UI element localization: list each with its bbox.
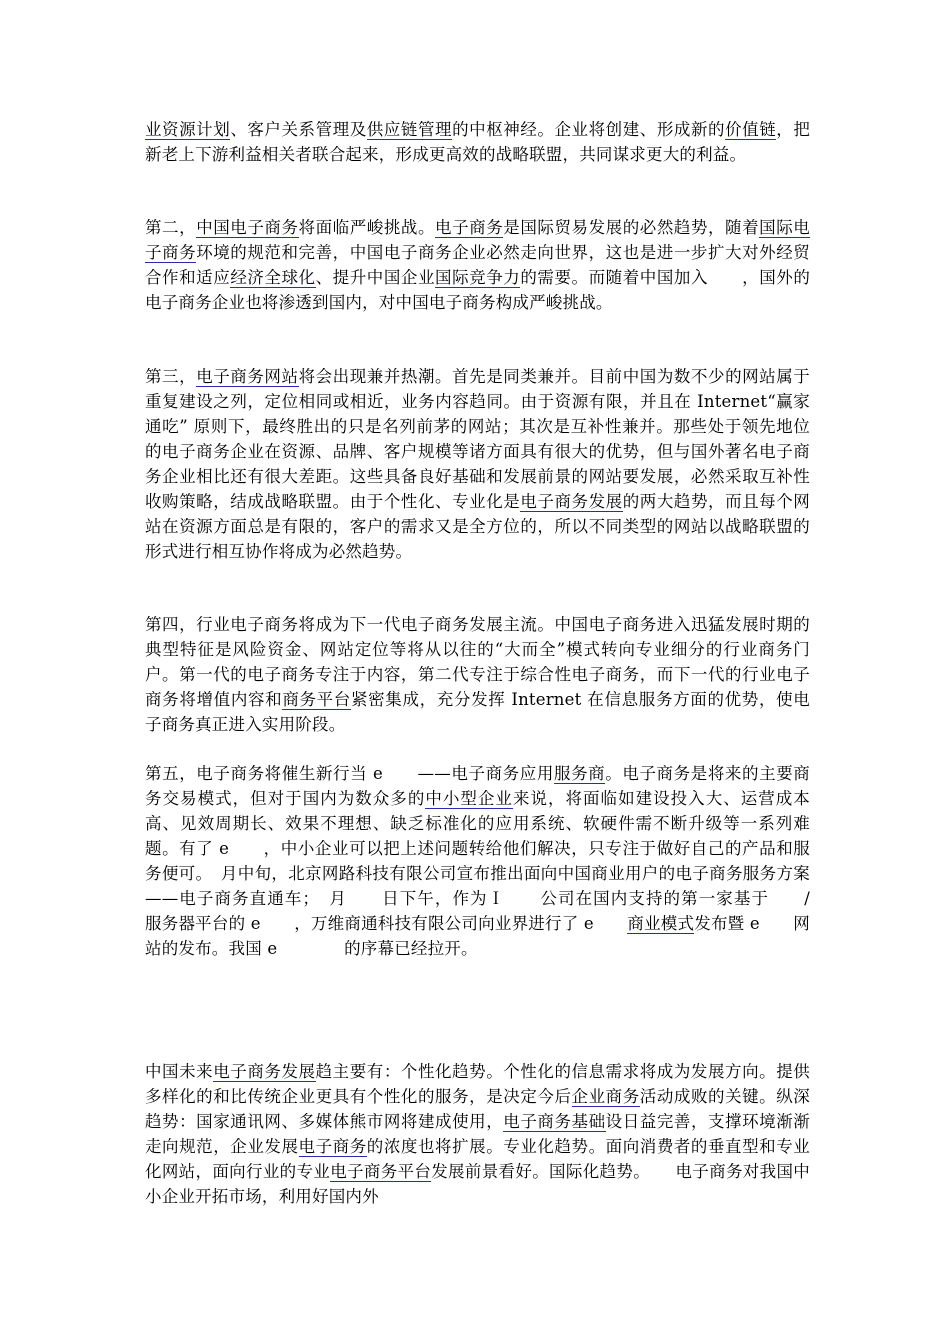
body-text: 趋主要有：个性化趋势。个性化的信息需求将成为发展方向。提供多样化的和比传统企业更具有个性化的服务，是决定今后 <box>145 1062 810 1106</box>
body-text: 。电子商务是将来的主要商务交易模式，但对于国内为数众多的 <box>145 764 810 808</box>
body-text: 第五，电子商务将催生新行当 e ——电子商务应用 <box>145 764 554 783</box>
hyperlink[interactable]: 供应链管理 <box>366 120 453 139</box>
body-text: 发展前景看好。国际化趋势。 电子商务对我国中小企业开拓市场，利用好国内外 <box>145 1162 811 1206</box>
body-text: 中国未来 <box>145 1062 214 1081</box>
hyperlink[interactable]: 服务商 <box>553 764 606 783</box>
body-text: 是国际贸易发展的必然趋势，随着 <box>503 218 760 237</box>
hyperlink[interactable]: 经济全球化 <box>230 268 316 287</box>
hyperlink[interactable]: 价值链 <box>725 120 777 139</box>
body-text: 来说，将面临如建设投入大、运营成本高、见效周期长、效果不理想、缺乏标准化的应用系统、软硬件需不断升级等一系列难题。有了 e ，中小企业可以把上述问题转给他们解决，只专注于做好自己的产品和服务便可。 月中旬，北京网路科技有限公司宣布推出面向中国商业用户的电子商务服务方案——电子商务直通车； 月 日下午，作为Ｉ 公司在国内支持的第一家基于 / 服务器平台的 e ，万维商通科技有限公司向业界进行了 e <box>145 789 861 933</box>
hyperlink[interactable]: 业资源计划 <box>145 120 231 139</box>
hyperlink[interactable]: 国际电子商务 <box>145 218 810 262</box>
hyperlink[interactable]: 电子商务 <box>298 1137 367 1156</box>
body-text: 环境的规范和完善，中国电子商务企业必然走向世界，这也是进一步扩大对外经贸合作和适应 <box>145 243 810 287</box>
body-text: 将面临严峻挑战。 <box>298 218 436 237</box>
body-text: 的两大趋势，而且每个网站在资源方面总是有限的，客户的需求又是全方位的，所以不同类型的网站以战略联盟的形式进行相互协作将成为必然趋势。 <box>145 492 811 561</box>
hyperlink[interactable]: 电子商务发展 <box>213 1062 316 1081</box>
hyperlink[interactable]: 中小型企业 <box>425 789 513 808</box>
hyperlink[interactable]: 商务平台 <box>282 690 351 709</box>
hyperlink[interactable]: 商业模式 <box>627 914 695 933</box>
body-text: 、提升中国企业 <box>315 268 436 287</box>
body-text: 将会出现兼并热潮。首先是同类兼并。目前中国为数不少的网站属于重复建设之列，定位相同或相近，业务内容趋同。由于资源有限，并且在 Internet“赢家通吃” 原则下，最终胜出的只是名列前茅的网站；其次是互补性兼并。那些处于领先地位的电子商务企业在资源、品牌、客户规模等诸方面具有很大的优势，但与国外著名电子商务企业相比还有很大差距。这些具备良好基础和发展前景的网站要发展，必然采取互补性收购策略，结成战略联盟。由于个性化、专业化是 <box>145 367 811 511</box>
body-text: 设日益完善，支撑环境渐渐走向规范，企业发展 <box>145 1112 811 1156</box>
paragraph-third-mergers <box>145 364 810 564</box>
body-text: ，把新老上下游利益相关者联合起来，形成更高效的战略联盟，共同谋求更大的利益。 <box>145 120 811 164</box>
body-text: 第三， <box>145 367 197 386</box>
hyperlink[interactable]: 电子商务 <box>435 218 504 237</box>
hyperlink[interactable]: 国际竞争力 <box>435 268 521 287</box>
body-text: 第二， <box>145 218 197 237</box>
body-text: 第四，行业电子商务将成为下一代电子商务发展主流。中国电子商务进入迅猛发展时期的典型特征是风险资金、网站定位等将从以往的“大而全”模式转向专业细分的行业商务门户。第一代的电子商务专注于内容，第二代专注于综合性电子商务，而下一代的行业电子商务将增值内容和 <box>145 615 810 709</box>
body-text: 、客户关系管理及 <box>230 120 367 139</box>
hyperlink[interactable]: 电子商务网站 <box>196 367 299 386</box>
paragraph-erp-value-chain <box>145 117 810 167</box>
hyperlink[interactable]: 电子商务基础 <box>503 1112 606 1131</box>
hyperlink[interactable]: 电子商务平台 <box>330 1162 432 1181</box>
body-text: 的中枢神经。企业将创建、形成新的 <box>452 120 726 139</box>
paragraph-second-challenges <box>145 215 810 315</box>
hyperlink[interactable]: 电子商务发展 <box>520 492 623 511</box>
paragraph-fourth-industry-ecommerce <box>145 612 810 737</box>
paragraph-fifth-service-providers <box>145 761 861 961</box>
body-text: 活动成败的关键。纵深趋势：国家通讯网、多媒体熊市网将建成使用， <box>145 1087 811 1131</box>
body-text: 发布暨 e 网站的发布。我国 e 的序幕已经拉开。 <box>145 914 810 958</box>
body-text: 的浓度也将扩展。专业化趋势。面向消费者的垂直型和专业化网站，面向行业的专业 <box>145 1137 810 1181</box>
body-text: 的需要。而随着中国加入 ，国外的电子商务企业也将渗透到国内，对中国电子商务构成严峻挑战。 <box>145 268 811 312</box>
paragraph-future-trends <box>145 1059 810 1209</box>
body-text: 紧密集成，充分发挥 Internet 在信息服务方面的优势，使电子商务真正进入实用阶段。 <box>145 690 810 734</box>
hyperlink[interactable]: 中国电子商务 <box>196 218 299 237</box>
hyperlink[interactable]: 企业商务 <box>571 1087 640 1106</box>
